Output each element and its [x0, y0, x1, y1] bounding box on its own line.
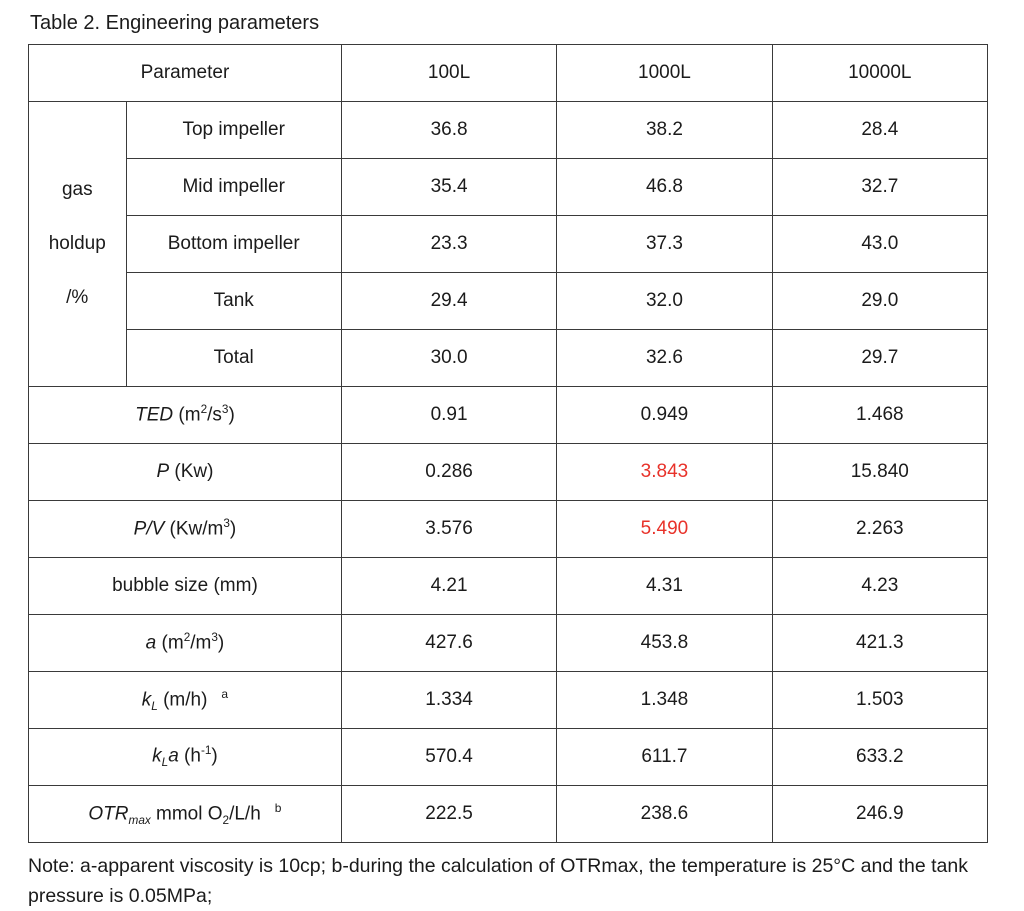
row-group-label-gas-holdup: gas holdup /% [29, 102, 127, 387]
table-cell-value: 5.490 [557, 501, 772, 558]
table-cell-value: 32.0 [557, 273, 772, 330]
row-label: $OTR_{max}$ mmol $O_2/L/h$ $^b$ [29, 786, 342, 843]
column-header-1000l: 1000L [557, 45, 772, 102]
table-cell-value: 421.3 [772, 615, 987, 672]
table-cell-value: 38.2 [557, 102, 772, 159]
table-cell-value: 453.8 [557, 615, 772, 672]
table-cell-value: 0.286 [341, 444, 556, 501]
table-cell-value: 46.8 [557, 159, 772, 216]
table-cell-value: 3.576 [341, 501, 556, 558]
table-cell-value: 238.6 [557, 786, 772, 843]
table-cell-value: 427.6 [341, 615, 556, 672]
table-row [29, 330, 988, 387]
table-row [29, 501, 988, 558]
table-cell-value: 4.21 [341, 558, 556, 615]
table-caption: Table 2. Engineering parameters [30, 12, 320, 34]
table-cell-value: 1.334 [341, 672, 556, 729]
table-cell-value: 611.7 [557, 729, 772, 786]
table-cell-value: 4.31 [557, 558, 772, 615]
table-cell-value: 35.4 [341, 159, 556, 216]
table-cell-value: 37.3 [557, 216, 772, 273]
row-sublabel: Bottom impeller [126, 216, 341, 273]
table-cell-value: 222.5 [341, 786, 556, 843]
table-cell-value: 36.8 [341, 102, 556, 159]
table-cell-value: 29.0 [772, 273, 987, 330]
row-label: P/V $(Kw/m^3)$ [29, 501, 342, 558]
table-cell-value: 43.0 [772, 216, 987, 273]
table-row [29, 786, 988, 843]
table-cell-value: 29.4 [341, 273, 556, 330]
table-row [29, 444, 988, 501]
row-label: $k_La$ $(h^{-1})$ [29, 729, 342, 786]
table-row [29, 102, 988, 159]
table-cell-value: 23.3 [341, 216, 556, 273]
row-label: TED $(m^2/s^3)$ [29, 387, 342, 444]
table-header-row [29, 45, 988, 102]
row-sublabel: Mid impeller [126, 159, 341, 216]
table-cell-value: 15.840 [772, 444, 987, 501]
row-label: a $(m^2/m^3)$ [29, 615, 342, 672]
column-header-100l: 100L [341, 45, 556, 102]
table-cell-value: 0.949 [557, 387, 772, 444]
table-cell-value: 0.91 [341, 387, 556, 444]
table-cell-value: 1.348 [557, 672, 772, 729]
table-row [29, 387, 988, 444]
column-header-parameter: Parameter [29, 45, 342, 102]
table-cell-value: 32.7 [772, 159, 987, 216]
table-row [29, 729, 988, 786]
row-label: $k_L$ (m/h) $^a$ [29, 672, 342, 729]
row-sublabel: Total [126, 330, 341, 387]
table-row [29, 273, 988, 330]
table-cell-value: 246.9 [772, 786, 987, 843]
table-row [29, 672, 988, 729]
table-cell-value: 633.2 [772, 729, 987, 786]
table-cell-value: 2.263 [772, 501, 987, 558]
table-cell-value: 30.0 [341, 330, 556, 387]
table-row [29, 216, 988, 273]
table-cell-value: 4.23 [772, 558, 987, 615]
table-cell-value: 1.503 [772, 672, 987, 729]
column-header-10000l: 10000L [772, 45, 987, 102]
row-label: P (Kw) [29, 444, 342, 501]
table-row [29, 615, 988, 672]
engineering-parameters-table [28, 44, 988, 843]
table-cell-value: 32.6 [557, 330, 772, 387]
row-label: bubble size (mm) [29, 558, 342, 615]
row-sublabel: Top impeller [126, 102, 341, 159]
table-cell-value: 1.468 [772, 387, 987, 444]
row-sublabel: Tank [126, 273, 341, 330]
table-cell-value: 570.4 [341, 729, 556, 786]
table-note: Note: a-apparent viscosity is 10cp; b-during the calculation of OTRmax, the temperature is 25°C and the tank pressure is 0.05MPa; [28, 855, 968, 907]
table-row [29, 558, 988, 615]
table-cell-value: 28.4 [772, 102, 987, 159]
table-cell-value: 29.7 [772, 330, 987, 387]
table-row [29, 159, 988, 216]
table-cell-value: 3.843 [557, 444, 772, 501]
